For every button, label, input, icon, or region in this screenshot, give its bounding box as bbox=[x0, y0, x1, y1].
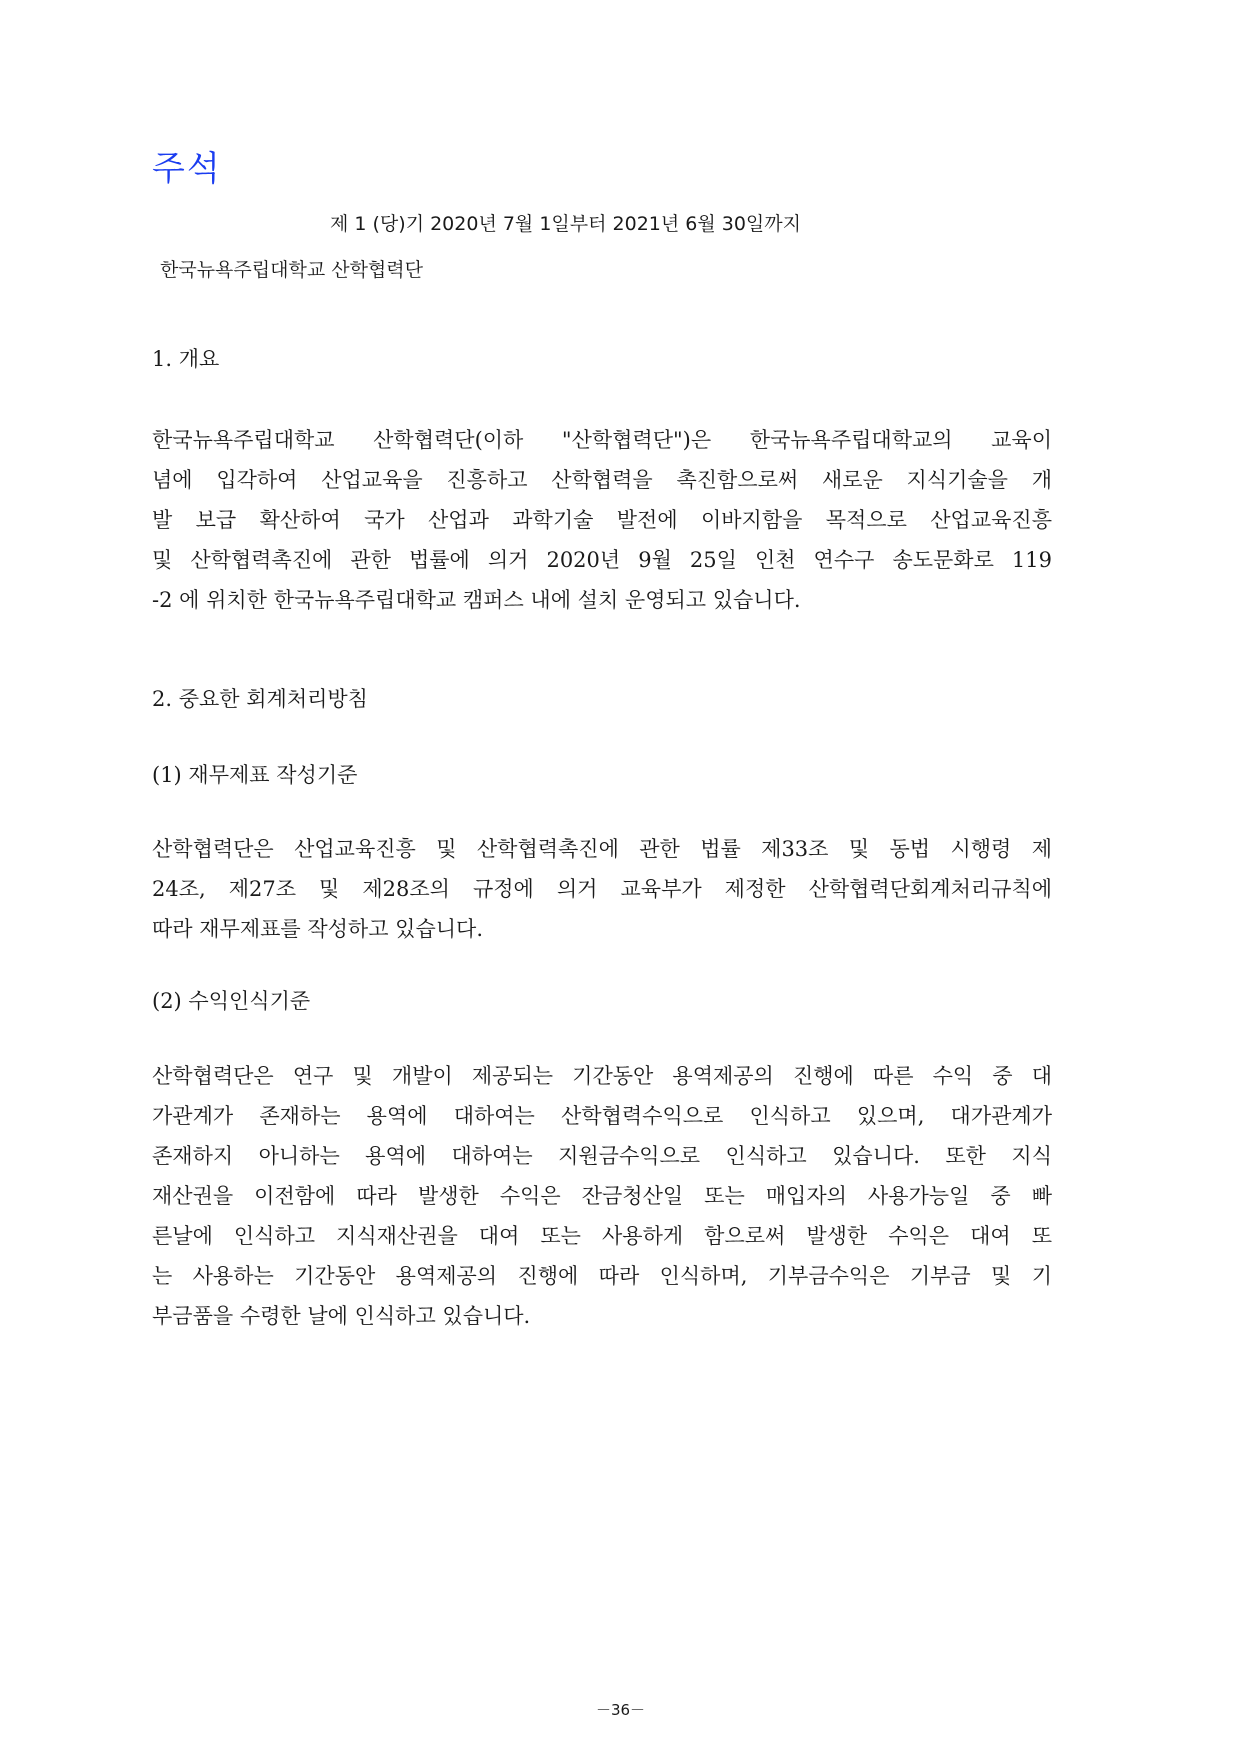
paragraph-line: 따라 재무제표를 작성하고 있습니다. bbox=[152, 917, 483, 941]
paragraph-line: 산학협력단은 산업교육진흥 및 산학협력촉진에 관한 법률 제33조 및 동법 시행령 제 bbox=[152, 837, 1052, 861]
section-heading-overview: 1. 개요 bbox=[152, 347, 220, 371]
revenue-paragraph bbox=[152, 1056, 1052, 1336]
page-number: －36－ bbox=[595, 1701, 646, 1719]
basis-paragraph bbox=[152, 829, 1052, 949]
paragraph-line: 재산권을 이전함에 따라 발생한 수익은 잔금청산일 또는 매입자의 사용가능일 중 빠 bbox=[152, 1184, 1052, 1208]
fiscal-period: 제 1 (당)기 2020년 7월 1일부터 2021년 6월 30일까지 bbox=[330, 213, 801, 235]
paragraph-line: 24조, 제27조 및 제28조의 규정에 의거 교육부가 제정한 산학협력단회계처리규칙에 bbox=[152, 877, 1052, 901]
paragraph-line: 한국뉴욕주립대학교 산학협력단(이하 "산학협력단")은 한국뉴욕주립대학교의 교육이 bbox=[152, 428, 1052, 452]
paragraph-line: 존재하지 아니하는 용역에 대하여는 지원금수익으로 인식하고 있습니다. 또한 지식 bbox=[152, 1144, 1052, 1168]
paragraph-line: -2 에 위치한 한국뉴욕주립대학교 캠퍼스 내에 설치 운영되고 있습니다. bbox=[152, 588, 801, 612]
paragraph-line: 산학협력단은 연구 및 개발이 제공되는 기간동안 용역제공의 진행에 따른 수익 중 대 bbox=[152, 1064, 1052, 1088]
subsection-heading-revenue: (2) 수익인식기준 bbox=[152, 989, 311, 1013]
paragraph-line: 는 사용하는 기간동안 용역제공의 진행에 따라 인식하며, 기부금수익은 기부금 및 기 bbox=[152, 1264, 1052, 1288]
paragraph-line: 및 산학협력촉진에 관한 법률에 의거 2020년 9월 25일 인천 연수구 송도문화로 119 bbox=[152, 548, 1052, 572]
paragraph-line: 발 보급 확산하여 국가 산업과 과학기술 발전에 이바지함을 목적으로 산업교육진흥 bbox=[152, 508, 1052, 532]
paragraph-line: 부금품을 수령한 날에 인식하고 있습니다. bbox=[152, 1304, 531, 1328]
section-heading-policies: 2. 중요한 회계처리방침 bbox=[152, 687, 368, 711]
paragraph-line: 른날에 인식하고 지식재산권을 대여 또는 사용하게 함으로써 발생한 수익은 대여 또 bbox=[152, 1224, 1052, 1248]
entity-name: 한국뉴욕주립대학교 산학협력단 bbox=[160, 259, 423, 281]
overview-paragraph bbox=[152, 420, 1052, 620]
page-title: 주석 bbox=[152, 149, 222, 189]
subsection-heading-basis: (1) 재무제표 작성기준 bbox=[152, 763, 358, 787]
paragraph-line: 가관계가 존재하는 용역에 대하여는 산학협력수익으로 인식하고 있으며, 대가관계가 bbox=[152, 1104, 1052, 1128]
paragraph-line: 념에 입각하여 산업교육을 진흥하고 산학협력을 촉진함으로써 새로운 지식기술을 개 bbox=[152, 468, 1052, 492]
